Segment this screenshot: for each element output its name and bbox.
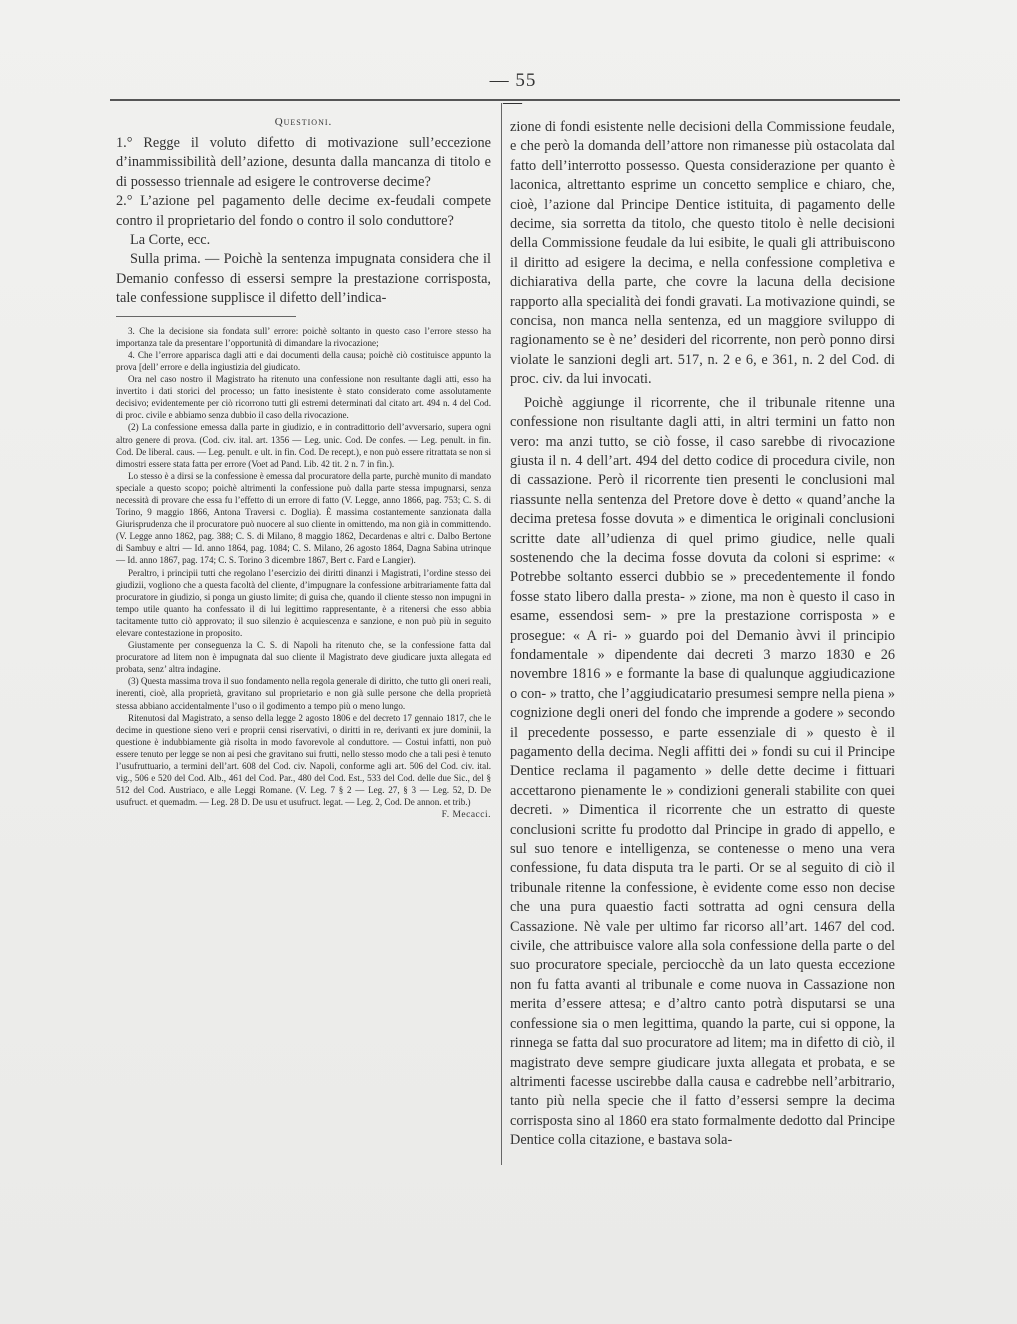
opening-paragraph: Sulla prima. — Poichè la sentenza impugnata considera che il Demanio confesso di essersi sempre la prestazione corrisposta, tale confessione supplisce il difetto dell’indica- [116,251,491,307]
section-heading: Questioni. [274,116,333,128]
column-divider [501,103,502,1165]
footnote-rule [116,316,296,317]
question-2: 2.° L’azione pel pagamento delle decime ex-feudali compete contro il proprietario del fondo o contro il solo conduttore? [116,193,491,229]
footnote-paragraph: Giustamente per conseguenza la C. S. di Napoli ha ritenuto che, se la confessione fatta dal procuratore ad litem non è impugnata dal suo cliente il Magistrato deve giudicare juxta allegata ed probata, senz’ altra indagine. [116,640,491,675]
footnote-paragraph: (3) Questa massima trova il suo fondamento nella regola generale di diritto, che tutto gli oneri reali, inerenti, cioè, alla proprietà, gravitano sul proprietario e non già sulle persone che della proprietà stessa abbiano accidentalmente l’uso o il godimento a tempo più o meno lungo. [116,676,491,711]
footnote-paragraph: 3. Che la decisione sia fondata sull’ errore: poichè soltanto in questo caso l’errore stesso ha importanza tale da presentare l’opportunità di dimandare la rivocazione; [116,325,491,348]
right-column [510,118,895,1151]
left-column [116,116,491,820]
body-paragraph: zione di fondi esistente nelle decisioni della Commissione feudale, e che però la domanda dell’attore non rimanesse più ostacolata dal fatto dell’interrotto possesso. Questa considerazione per quanto è laconica, altrettanto esprime un concetto semplice e chiaro, che, cioè, l’azione dal Principe Dentice istituita, di pagamento delle decime, sia sorretta da titolo, che questo titolo è nelle decisioni della Commissione feudale da lui esibite, le quali gli attribuiscono il diritto ad esigere la decima, e nella confessione completiva e dichiarativa della parte, che covre la lacuna della decisione rapporto alla specialità dei fondi gravati. La motivazione quindi, se concisa, non manca nella sentenza, ed un maggiore sviluppo di ragionamento se è ne’ desideri del ricorrente, non però ponno dirsi violate le sanzioni degli art. 517, n. 2 e 6, e 361, n. 2 del Cod. di proc. civ. da lui invocati. [510,119,895,388]
body-paragraph: Poichè aggiunge il ricorrente, che il tribunale ritenne una confessione non risultante dagli atti, in altri termini un fatto non vero: ma anzi tutto, se ciò fosse, il caso sarebbe di rivocazione giusta il n. 4 dell’art. 494 del detto codice di procedura civile, non di cassazione. Però il ricorrente tien presenti le conclusioni mal riassunte nella sentenza del Pretore dove è detto « quand’anche la decima pretesa fosse dovuta » e dimentica le originali conclusioni scritte date all’udienza di quel primo giudice, nelle quali sostenendo che la decima fosse dovuta da coloni si esprime: « Potrebbe soltanto esserci dubbio se » precedentemente il fondo fosse stato libero dalla presta- » zione, ma non è questo il caso in esame, essendosi sem- » pre la prestazione corrisposta » e prosegue: « A ri- » guardo poi del Demanio àvvi il principio fondamentale » dipendente dai decreti 3 marzo 1830 e 26 novembre 1816 » e formante la base di qualunque aggiudicazione o con- » tratto, che l’aggiudicatario presumesi sempre nella piena » cognizione degli oneri del fondo che imprende a godere » secondo il precedente possesso, e parte essenziale di » questo è il pagamento della decima. Negli affitti dei » fondi su cui il Principe Dentice reclama il pagamento » delle dette decime i fittuari accettarono pienamente le » condizioni generali stabilite con quei decreti. » Dimentica il ricorrente che un estratto di queste conclusioni scritte fu prodotto dal Principe in grado di appello, e sul suo tenore e intelligenza, se contenesse o meno una vera confessione, fu data disputa tra le parti. Or se al seguito di ciò il tribunale ritenne la confessione, è evidente come esso non decise che una pura quaestio facti sottratta ad ogni censura della Cassazione. Nè vale per ultimo far ricorso all’art. 1467 del cod. civile, che attribuisce valore alla sola confessione della parte o del suo procuratore speciale, perciocchè da un lato questa eccezione non fu fatta avanti al tribunale e come nuova in Cassazione non merita d’essere attesa; e d’altro canto potrà disputarsi se una confessione sia o men legittima, quando la parte, cui si oppone, la rinnega se fatta dal suo procuratore ad litem; ma in difetto di ciò, il magistrato deve sempre giudicare juxta allegata et probata, e se altrimenti facesse uscirebbe dalla causa e cadrebbe nell’arbitrario, tanto più nella specie che il fatto d’essersi sempre la decima corrisposta sino al 1860 era stato formalmente dedotto dal Principe Dentice colla citazione, e bastava sola- [510,394,895,1149]
footnote-paragraph: Ritenutosi dal Magistrato, a senso della legge 2 agosto 1806 e del decreto 17 gennaio 1817, che le decime in questione sieno veri e proprii censi riservativi, o diritti in re, derivanti ex jure dominii, la questione è indubbiamente già risolta in modo favorevole al conduttore. — Costui infatti, non può essere tenuto per legge se non ai pesi che gravitano sui frutti, nello stesso modo che a tali pesi è tenuto l’usufruttuario, a termini dell’art. 608 del Cod. civ. Napoli, conforme agli art. 506 del Cod. civ. ital. vig., 506 e 520 del Cod. Alb., 461 del Cod. Par., 480 del Cod. Est., 533 del Cod. delle due Sic., del § 512 del Cod. Austriaco, e alle Leggi Romane. (V. Leg. 7 § 2 — Leg. 27, § 3 — Leg. 52, D. De usufruct. et quemadm. — Leg. 28 D. De usu et usufruct. legat. — Leg. 2, Cod. De annon. et trib.) [116,712,491,808]
header-rule [110,99,900,101]
footnote-paragraph: Peraltro, i principii tutti che regolano l’esercizio dei diritti dinanzi i Magistrati, l’ordine stesso dei giudizii, vogliono che a questa facoltà del cliente, d’impugnare la confessione arbitrariamente fatta dal procuratore in giudizio, si ponga un giusto limite; di guisa che, quando il cliente stesso non impugni in tempo utile quanto ha confessato il di lui legittimo rappresentante, è a ritenersi che esso abbia tacitamente tutto ciò approvato; il suo silenzio è acquiescenza e sanzione, e non può più in seguito elevare contestazione in proposito. [116,567,491,638]
footnote-paragraph: Ora nel caso nostro il Magistrato ha ritenuto una confessione non resultante dagli atti, esso ha invertito i dati storici del processo; un fatto inesistente è stato considerato come assolutamente decisivo; evidentemente per ciò ricorrono tutti gli estremi determinati dal citato art. 494 n. 4 del Cod. di proc. civile e abbiamo senza dubbio il caso della rivocazione. [116,374,491,421]
author-signature: F. Mecacci. [441,810,491,821]
page-number: — 55 — [489,70,537,113]
question-1: 1.° Regge il voluto difetto di motivazione sull’eccezione d’inammissibilità dell’azione, desunta dalla mancanza di titolo e di possesso triennale ad esigere le controverse decime? [116,135,491,190]
court-line: La Corte, ecc. [130,232,211,249]
footnote-paragraph: Lo stesso è a dirsi se la confessione è emessa dal procuratore della parte, purchè munito di mandato speciale a questo scopo; poichè altrimenti la confessione può dalla parte stessa impugnarsi, senza necessità di provare che essa fu l’effetto di un errore di fatto (V. Legge, anno 1866, pag. 753; C. S. di Torino, 9 maggio 1866, Antona Traversi c. Doglia). È massima costantemente sanzionata dalla Giurisprudenza che il procuratore può nuocere al suo cliente in omittendo, ma non già in committendo. (V. Legge anno 1862, pag. 388; C. S. di Milano, 8 maggio 1862, Decardenas e altri c. Dalbo Bertone di Sambuy e altri — Id. anno 1864, pag. 1084; C. S. Milano, 26 agosto 1864, Dagna Sabina utrinque — Id. anno 1867, pag. 174; C. S. Torino 3 dicembre 1867, Bert c. Fard e Langier). [116,470,492,566]
footnote-paragraph: 4. Che l’errore apparisca dagli atti e dai documenti della causa; poichè ciò costituisce appunto la prova [dell’ errore e della ingiustizia del giudicato. [116,349,491,372]
footnote-paragraph: (2) La confessione emessa dalla parte in giudizio, e in contradittorio dell’avversario, supera ogni altro genere di prova. (Cod. civ. ital. art. 1356 — Leg. unic. Cod. De confes. — Leg. penult. in fin. Cod. De liberal. caus. — Leg. penult. e ult. in fin. Cod. De recept.), e non può essere ritrattata se non si dimostri essere stata fatta per errore (Voet ad Pand. Lib. 42 tit. 2 n. 7 in fin.). [116,422,492,469]
